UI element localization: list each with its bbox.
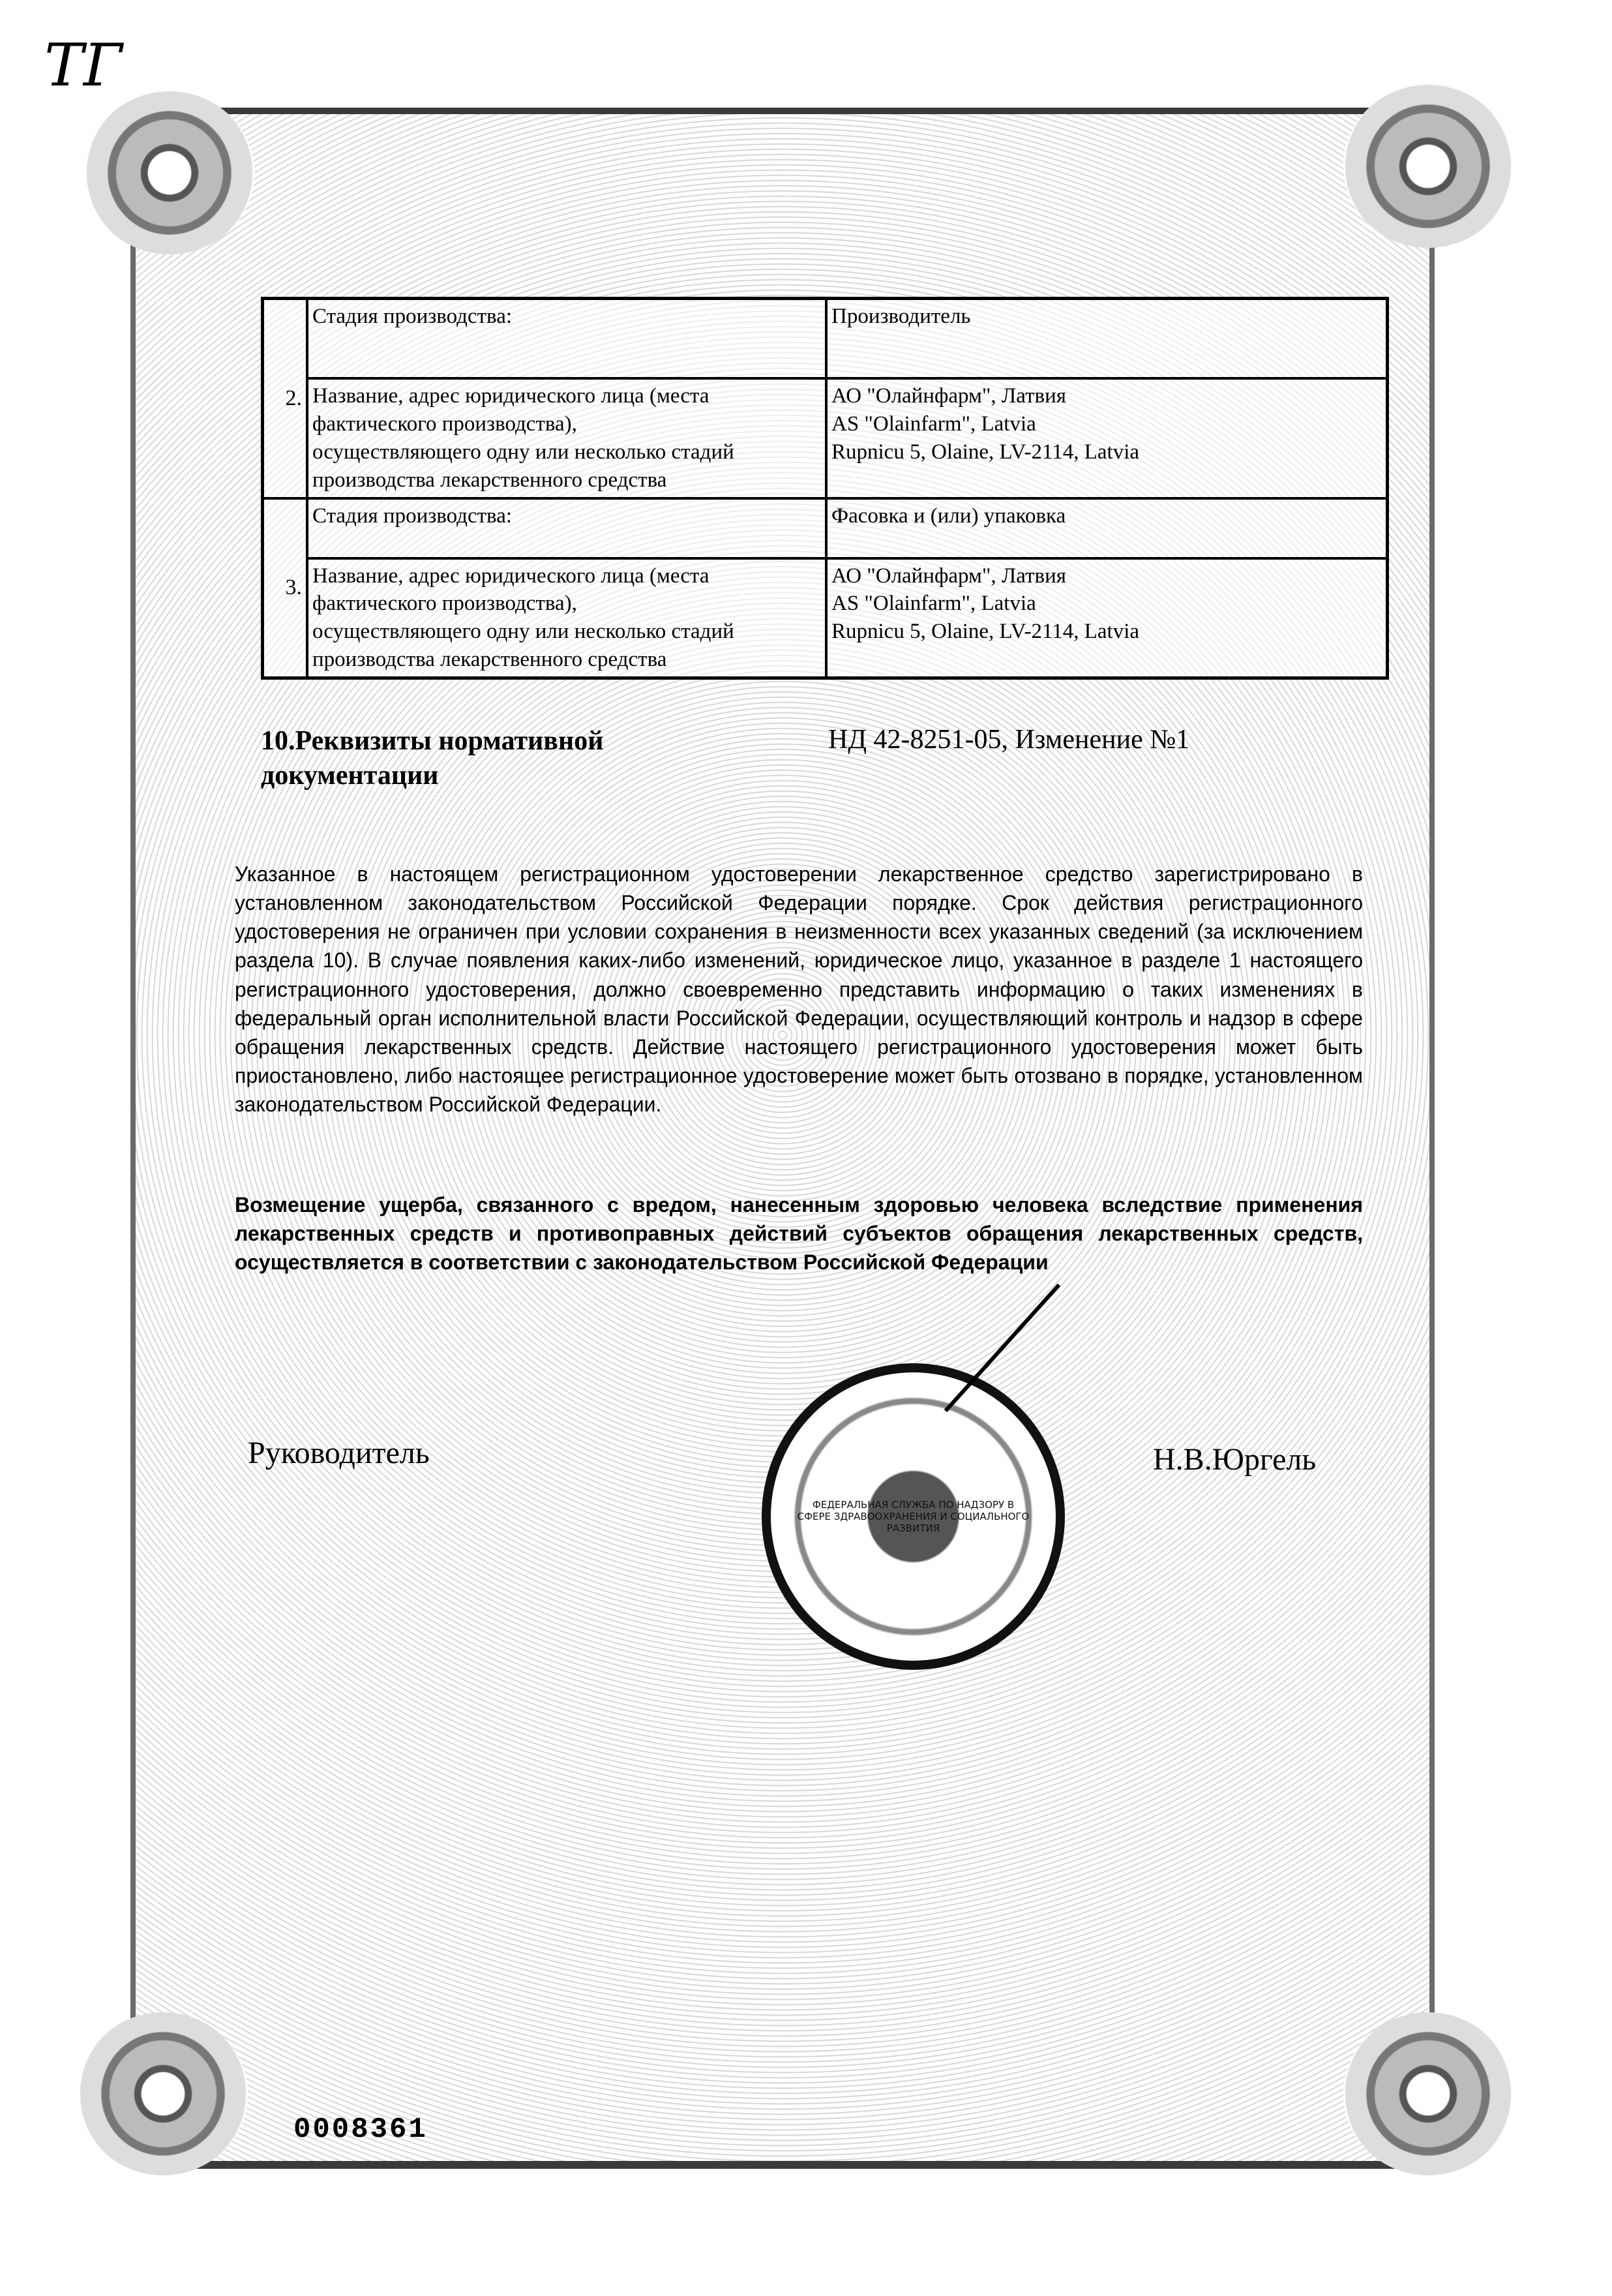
stage-value: Фасовка и (или) упаковка bbox=[826, 498, 1388, 558]
section-10-title: 10.Реквизиты нормативной документации bbox=[261, 726, 604, 791]
entity-value-line: АО "Олайнфарм", Латвия bbox=[831, 384, 1066, 408]
entity-label bbox=[307, 378, 826, 498]
table-row-entity-3 bbox=[263, 558, 1388, 678]
stage-label: Стадия производства: bbox=[307, 299, 826, 379]
corner-rosette-top-left-icon bbox=[85, 91, 254, 254]
table-row-stage-2 bbox=[263, 299, 1388, 379]
entity-label bbox=[307, 558, 826, 678]
serial-number: 0008361 bbox=[293, 2113, 428, 2146]
stage-label: Стадия производства: bbox=[307, 498, 826, 558]
row-number: 3. bbox=[263, 498, 308, 678]
signer-role: Руководитель bbox=[248, 1436, 430, 1470]
section-10-value: НД 42-8251-05, Изменение №1 bbox=[828, 725, 1190, 755]
corner-rosette-bottom-right-icon bbox=[1343, 2012, 1513, 2175]
seal-text: ФЕДЕРАЛЬНАЯ СЛУЖБА ПО НАДЗОРУ В СФЕРЕ ЗДРАВООХРАНЕНИЯ И СОЦИАЛЬНОГО РАЗВИТИЯ bbox=[797, 1499, 1030, 1534]
entity-value-line: AS "Olainfarm", Latvia bbox=[831, 592, 1036, 616]
entity-label-line: Название, адрес юридического лица (места bbox=[312, 564, 709, 588]
corner-rosette-bottom-left-icon bbox=[78, 2012, 248, 2175]
entity-label-line: производства лекарственного средства bbox=[312, 468, 667, 492]
entity-value-line: Rupnicu 5, Olaine, LV-2114, Latvia bbox=[831, 440, 1140, 464]
entity-value bbox=[826, 558, 1388, 678]
entity-value-line: АО "Олайнфарм", Латвия bbox=[831, 564, 1066, 588]
table-row-entity-2 bbox=[263, 378, 1388, 498]
signer-name: Н.В.Юргель bbox=[1153, 1442, 1317, 1477]
production-stages-table bbox=[261, 297, 1389, 680]
compensation-paragraph: Возмещение ущерба, связанного с вредом, нанесенным здоровью человека вследствие применения лекарственных средств и противоправных действий субъектов обращения лекарственных средств, осуществляется в соответствии с законодательством Российской Федерации bbox=[235, 1193, 1363, 1275]
entity-label-line: фактического производства), bbox=[312, 592, 577, 616]
margin-handwritten-note: ТГ bbox=[44, 31, 123, 100]
entity-label-line: осуществляющего одну или несколько стадий bbox=[312, 620, 734, 644]
entity-label-line: осуществляющего одну или несколько стадий bbox=[312, 440, 734, 464]
official-seal-icon bbox=[762, 1363, 1065, 1670]
validity-paragraph: Указанное в настоящем регистрационном удостоверении лекарственное средство зарегистрировано в установленном законодательством Российской Федерации порядке. Срок действия регистрационного удостоверения не ограничен при условии сохранения в неизменности всех указанных сведений (за исключением раздела 10). В случае появления каких-либо изменений, юридическое лицо, указанное в разделе 1 настоящего регистрационного удостоверения, должно своевременно представить информацию о таких изменениях в федеральный орган исполнительной власти Российской Федерации, осуществляющий контроль и надзор в сфере обращения лекарственных средств. Действие настоящего регистрационного удостоверения может быть приостановлено, либо настоящее регистрационное удостоверение может быть отозвано в порядке, установленном законодательством Российской Федерации. bbox=[235, 862, 1363, 1117]
row-number: 2. bbox=[263, 299, 308, 498]
table-row-stage-3 bbox=[263, 498, 1388, 558]
stage-value: Производитель bbox=[826, 299, 1388, 379]
entity-label-line: фактического производства), bbox=[312, 412, 577, 436]
entity-label-line: производства лекарственного средства bbox=[312, 648, 667, 672]
entity-value-line: AS "Olainfarm", Latvia bbox=[831, 412, 1036, 436]
entity-value bbox=[826, 378, 1388, 498]
entity-label-line: Название, адрес юридического лица (места bbox=[312, 384, 709, 408]
entity-value-line: Rupnicu 5, Olaine, LV-2114, Latvia bbox=[831, 620, 1140, 644]
corner-rosette-top-right-icon bbox=[1343, 85, 1513, 248]
